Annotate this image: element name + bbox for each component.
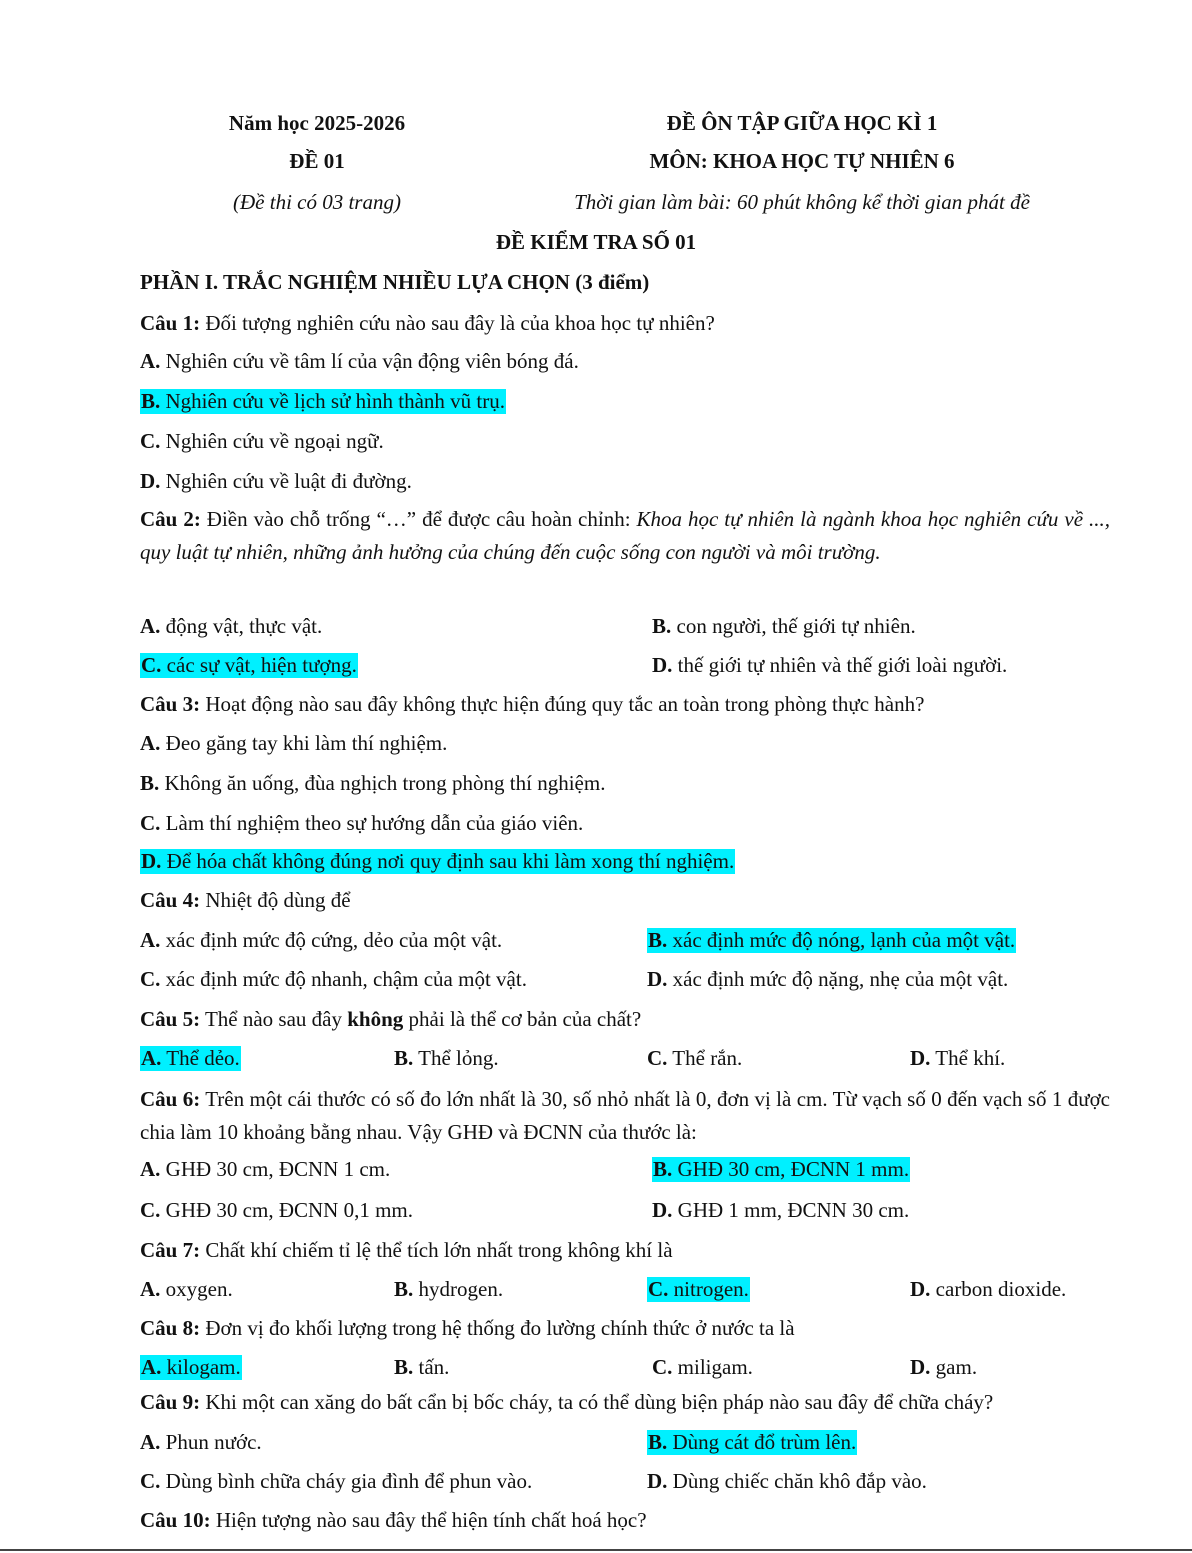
question-1 — [140, 311, 715, 336]
time-note: Thời gian làm bài: 60 phút không kể thời gian phát đề — [574, 190, 1030, 214]
school-year: Năm học 2025-2026 — [228, 111, 406, 135]
q9-option-b-answer: B. Dùng cát đổ trùm lên. — [648, 1430, 857, 1454]
q8-option-b: B. tấn. — [394, 1355, 450, 1379]
q8-option-d: D. gam. — [910, 1355, 978, 1379]
q7-option-a: A. oxygen. — [140, 1277, 233, 1301]
subject: MÔN: KHOA HỌC TỰ NHIÊN 6 — [649, 149, 955, 173]
exam-code: ĐỀ 01 — [289, 149, 345, 173]
q2-option-d: D. thế giới tự nhiên và thế giới loài người. — [652, 653, 1008, 677]
q7-option-b: B. hydrogen. — [394, 1277, 504, 1301]
q8-option-c: C. miligam. — [652, 1355, 753, 1379]
q6-option-a: A. GHĐ 30 cm, ĐCNN 1 cm. — [140, 1157, 391, 1181]
test-number: ĐỀ KIỂM TRA SỐ 01 — [495, 230, 697, 254]
page-bottom-edge — [0, 1549, 1192, 1551]
question-quote: Khoa học tự nhiên là ngành khoa học nghiên cứu về ..., quy luật tự nhiên, những ảnh hưởng của chúng đến cuộc sống con người và môi trường. — [140, 507, 1110, 564]
q6-option-c: C. GHĐ 30 cm, ĐCNN 0,1 mm. — [140, 1198, 413, 1222]
q1-option-b-answer: B. Nghiên cứu về lịch sử hình thành vũ trụ. — [141, 389, 505, 413]
question-10: Câu 10: Hiện tượng nào sau đây thể hiện tính chất hoá học? — [140, 1508, 647, 1532]
q1-option-d: D. Nghiên cứu về luật đi đường. — [140, 469, 412, 493]
q2-option-c-answer: C. các sự vật, hiện tượng. — [141, 653, 357, 677]
pages-note: (Đề thi có 03 trang) — [233, 190, 401, 214]
q4-option-c: C. xác định mức độ nhanh, chậm của một vật. — [140, 967, 527, 991]
q1-option-c: C. Nghiên cứu về ngoại ngữ. — [140, 429, 384, 453]
q3-option-b: B. Không ăn uống, đùa nghịch trong phòng thí nghiệm. — [140, 771, 606, 795]
question-5: Câu 5: Thể nào sau đây không phải là thể cơ bản của chất? — [140, 1007, 642, 1031]
q2-option-b: B. con người, thế giới tự nhiên. — [652, 614, 916, 638]
q7-option-d: D. carbon dioxide. — [910, 1277, 1067, 1301]
q3-option-d-answer: D. Để hóa chất không đúng nơi quy định sau khi làm xong thí nghiệm. — [141, 849, 735, 873]
question-text: Đối tượng nghiên cứu nào sau đây là của khoa học tự nhiên? — [200, 311, 715, 335]
q4-option-d: D. xác định mức độ nặng, nhẹ của một vật. — [647, 967, 1009, 991]
question-9: Câu 9: Khi một can xăng do bất cẩn bị bốc cháy, ta có thể dùng biện pháp nào sau đây để chữa cháy? — [140, 1390, 994, 1414]
question-3: Câu 3: Hoạt động nào sau đây không thực hiện đúng quy tắc an toàn trong phòng thực hành? — [140, 692, 925, 716]
q2-option-a: A. động vật, thực vật. — [140, 614, 323, 638]
question-2: Câu 2: Điền vào chỗ trống “…” để được câu hoàn chỉnh: Khoa học tự nhiên là ngành khoa học nghiên cứu về ..., quy luật tự nhiên, những ảnh hưởng của chúng đến cuộc sống con người và môi trường. — [140, 507, 1110, 564]
question-7: Câu 7: Chất khí chiếm tỉ lệ thể tích lớn nhất trong không khí là — [140, 1238, 673, 1262]
question-label: Câu 1: — [140, 311, 201, 335]
q5-option-c: C. Thể rắn. — [647, 1046, 743, 1070]
q8-option-a-answer: A. kilogam. — [141, 1355, 241, 1379]
question-6: Câu 6: Trên một cái thước có số đo lớn nhất là 30, số nhỏ nhất là 0, đơn vị là cm. Từ vạch số 0 đến vạch số 1 được chia làm 10 khoảng bằng nhau. Vậy GHĐ và ĐCNN của thước là: — [140, 1087, 1111, 1144]
q5-option-a-answer: A. Thể dẻo. — [141, 1046, 240, 1070]
question-4: Câu 4: Nhiệt độ dùng để — [140, 888, 351, 912]
question-8: Câu 8: Đơn vị đo khối lượng trong hệ thống đo lường chính thức ở nước ta là — [140, 1316, 795, 1340]
q9-option-c: C. Dùng bình chữa cháy gia đình để phun vào. — [140, 1469, 533, 1493]
q4-option-b-answer: B. xác định mức độ nóng, lạnh của một vật. — [648, 928, 1016, 952]
q4-option-a: A. xác định mức độ cứng, dẻo của một vật. — [140, 928, 503, 952]
q1-option-a: A. Nghiên cứu về tâm lí của vận động viên bóng đá. — [140, 349, 579, 373]
q3-option-c: C. Làm thí nghiệm theo sự hướng dẫn của giáo viên. — [140, 811, 584, 835]
question-label: Câu 2: — [140, 507, 201, 531]
q5-option-d: D. Thể khí. — [910, 1046, 1006, 1070]
q5-option-b: B. Thể lỏng. — [394, 1046, 499, 1070]
q7-option-c-answer: C. nitrogen. — [648, 1277, 749, 1301]
q9-option-d: D. Dùng chiếc chăn khô đắp vào. — [647, 1469, 927, 1493]
q6-option-d: D. GHĐ 1 mm, ĐCNN 30 cm. — [652, 1198, 910, 1222]
exam-title: ĐỀ ÔN TẬP GIỮA HỌC KÌ 1 — [666, 111, 938, 135]
q9-option-a: A. Phun nước. — [140, 1430, 262, 1454]
q3-option-a: A. Đeo găng tay khi làm thí nghiệm. — [140, 731, 448, 755]
q6-option-b-answer: B. GHĐ 30 cm, ĐCNN 1 mm. — [653, 1157, 910, 1181]
section-title: PHẦN I. TRẮC NGHIỆM NHIỀU LỰA CHỌN (3 điểm) — [140, 270, 650, 294]
